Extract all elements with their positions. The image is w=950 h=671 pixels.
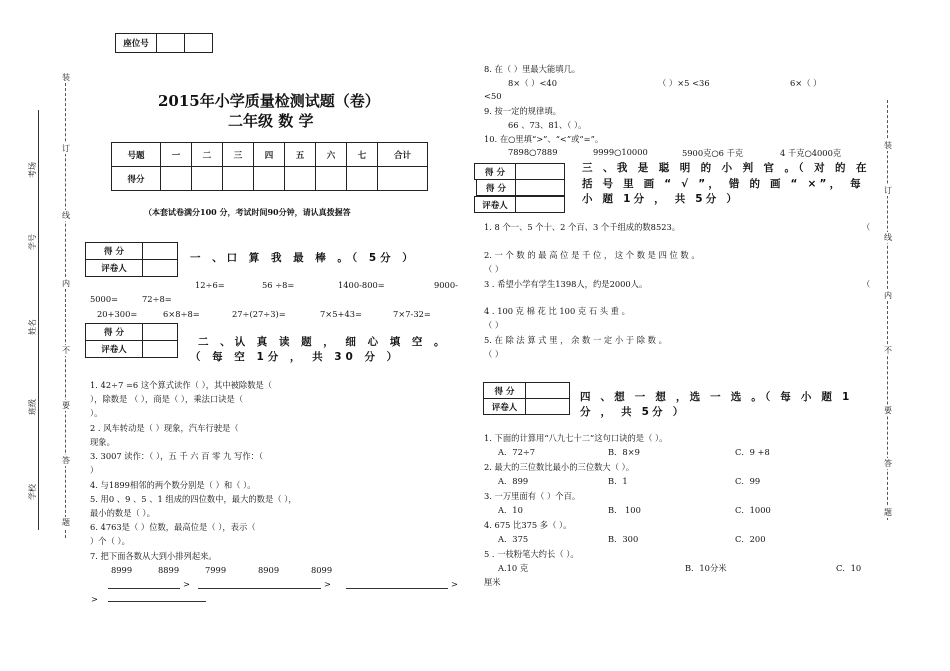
calc-item: 1400-800= [338,280,385,290]
fill-question: 4. 与1899相邻的两个数分别是（ ）和（ ）。 [90,480,256,490]
judge-paren[interactable]: （ ） [484,349,504,359]
fill-question: （ ）×5 <36 [658,78,710,88]
score-table-cell[interactable] [284,166,316,191]
section4-heading: 四 、想 一 想 ，选 一 选 。（ 每 小 题 1 [580,391,853,403]
choice-option[interactable]: C．10 [836,563,862,573]
section2-heading-sub: （ 每 空 1分 ， 共 30 分 ） [190,351,402,363]
gt-sign: > [183,579,190,589]
exam-subtitle: 二年级 数 学 [228,112,314,130]
section3-heading: 三 、我 是 聪 明 的 小 判 官 。（ 对 的 在 [582,162,870,174]
left-field-line [38,110,39,530]
exam-title: 2015年小学质量检测试题（卷） [158,92,380,110]
grader-box-cell[interactable] [142,259,178,277]
score-box-cell[interactable] [525,382,570,399]
calc-item: 27÷(27÷3)= [232,309,286,319]
score-table-header: 五 [284,142,316,167]
score-box-label: 得 分 [476,179,516,196]
score-table-header: 七 [346,142,378,167]
choice-option[interactable]: A．899 [498,476,529,486]
binding-char: 内 [884,291,892,300]
fill-question: 9999○10000 [593,147,648,157]
fill-question: 2 . 风车转动是（ ）现象，汽车行驶是（ [90,423,239,433]
fill-question: ）个（ ）。 [90,536,130,546]
gt-sign: > [324,579,331,589]
choice-question: 2. 最大的三位数比最小的三位数大（ ）。 [484,462,635,472]
judge-paren[interactable]: （ ） [484,264,504,274]
choice-question: 4. 675 比375 多（ ）。 [484,520,572,530]
judge-question: 5. 在 除 法 算 式 里 ， 余 数 一 定 小 于 除 数 。 [484,335,667,345]
answer-blank[interactable] [346,588,448,589]
score-table-cell[interactable] [315,166,347,191]
binding-char: 题 [62,518,70,527]
fill-question: 8. 在（ ）里最大能填几。 [484,64,581,74]
judge-question: 4 . 100 克 棉 花 比 100 克 石 头 重 。 [484,306,630,316]
choice-option[interactable]: C．200 [735,534,766,544]
choice-option[interactable]: B．1 [608,476,628,486]
calc-item: 12÷6= [195,280,225,290]
choice-option[interactable]: A．10 [498,505,523,515]
score-table-row-label: 得分 [111,166,161,191]
binding-char: 要 [884,406,892,415]
calc-item: 7×5+43= [320,309,362,319]
calc-item: 6×8÷8= [163,309,200,319]
order-number: 8909 [258,565,280,575]
score-box-cell[interactable] [515,163,565,180]
binding-char: 内 [62,279,70,288]
score-box-cell[interactable] [515,179,565,196]
answer-blank[interactable] [108,601,206,602]
answer-blank[interactable] [198,588,321,589]
binding-char: 不 [884,346,892,355]
choice-option[interactable]: B．300 [608,534,639,544]
grader-box-label: 评卷人 [474,196,516,213]
choice-option[interactable]: A.10 克 [498,563,529,573]
choice-option[interactable]: C．99 [735,476,761,486]
judge-paren[interactable]: （ [862,279,871,289]
calc-item: 20+300= [97,309,138,319]
score-box-label: 得 分 [85,323,143,341]
binding-char: 订 [62,144,70,153]
choice-option[interactable]: B．10分米 [685,563,727,573]
answer-blank[interactable] [108,588,180,589]
fill-question: ） [90,465,99,475]
grader-box-label: 评卷人 [85,340,143,358]
grader-box-label: 评卷人 [483,398,526,415]
student-field-label: 姓名 [28,319,37,335]
seat-cell[interactable] [184,33,213,53]
score-table-header: 合计 [377,142,428,167]
grader-box-cell[interactable] [142,340,178,358]
score-box-label: 得 分 [85,242,143,260]
order-number: 8099 [311,565,333,575]
order-number: 8899 [158,565,180,575]
student-field-label: 学号 [28,234,37,250]
fill-question: 8×（ ）<40 [508,78,557,88]
fill-question: 5900克○6 千克 [682,148,744,158]
choice-question: 1. 下面的计算用“八九七十二”这句口诀的是（ ）。 [484,433,668,443]
judge-question: 2. 一 个 数 的 最 高 位 是 千 位 ， 这 个 数 是 四 位 数 。 [484,250,700,260]
gt-sign: > [451,579,458,589]
calc-item: 72÷8= [142,294,172,304]
choice-option[interactable]: A．375 [498,534,529,544]
grader-box-cell[interactable] [525,398,570,415]
order-number: 8999 [111,565,133,575]
binding-char: 不 [62,346,70,355]
score-box-label: 得 分 [483,382,526,399]
binding-char: 装 [62,73,70,82]
section4-heading-2: 分 ， 共 5分 ） [580,406,687,418]
fill-question: 6. 4763是（ ）位数，最高位是（ ），表示（ [90,522,256,532]
binding-char: 要 [62,401,70,410]
right-binding-line [887,100,888,520]
seat-label: 座位号 [115,33,157,53]
section3-heading-3: 小 题 1分 ， 共 5分 ） [582,193,741,205]
score-table-header: 一 [160,142,192,167]
score-table-cell[interactable] [222,166,254,191]
choice-option-tail: 厘米 [484,577,501,587]
section1-heading: 一 、口 算 我 最 棒 。（ 5分 ） [190,252,417,264]
calc-item: 56 ÷8= [262,280,295,290]
binding-char: 线 [62,211,70,220]
score-table-cell[interactable] [346,166,378,191]
calc-item: 9000- [434,280,458,290]
exam-note: （本套试卷满分100 分，考试时间90分钟，请认真拨握答 [144,207,351,217]
judge-question: 3 . 希望小学有学生1398人，约是2000人。 [484,279,648,289]
student-field-label: 学校 [28,484,37,500]
fill-question: 4 千克○4000克 [780,148,842,158]
binding-char: 答 [62,456,70,465]
fill-question: ）。 [90,408,103,418]
student-field-label: 考场 [28,162,37,178]
binding-char: 装 [884,141,892,150]
score-table-header: 号题 [111,142,161,167]
fill-question: 9. 按一定的规律填。 [484,106,561,116]
fill-question: <50 [484,91,502,101]
fill-question: 3. 3007 读作：（ ），五 千 六 百 零 九 写作：（ [90,451,264,461]
fill-question: 6×（ ） [790,78,822,88]
fill-question: 66 、73、81、（ ）。 [508,120,587,130]
choice-option[interactable]: C．9 +8 [735,447,770,457]
choice-option[interactable]: B． 100 [608,505,641,515]
score-table-header: 二 [191,142,223,167]
score-table-cell[interactable] [191,166,223,191]
score-table-cell[interactable] [253,166,285,191]
fill-question: 7. 把下面各数从大到小排列起来。 [90,551,217,561]
fill-question: 现象。 [90,437,115,447]
choice-option[interactable]: A．72÷7 [498,447,536,457]
section3-heading-2: 括 号 里 画 “ √ ”， 错 的 画 “ ×”， 每 [582,178,864,190]
choice-option[interactable]: C．1000 [735,505,771,515]
fill-question: 10. 在○里填“>”、“<”或“=”。 [484,134,604,144]
judge-question: 1. 8 个一、5 个十、2 个百、3 个千组成的数8523。 [484,222,681,232]
binding-char: 答 [884,459,892,468]
score-table-header: 六 [315,142,347,167]
section2-heading: 二 、认 真 读 题 ， 细 心 填 空 。 [198,336,449,348]
score-table-cell[interactable] [160,166,192,191]
binding-char: 线 [884,233,892,242]
choice-question: 3. 一万里面有（ ）个百。 [484,491,581,501]
score-table-header: 三 [222,142,254,167]
student-field-label: 班级 [28,399,37,415]
gt-sign: > [91,594,98,604]
fill-question: 最小的数是（ ）。 [90,508,155,518]
calc-item: 7×7-32= [393,309,431,319]
fill-question: 1. 42÷7 =6 这个算式读作（ ），其中被除数是（ [90,380,273,390]
grader-box-label: 评卷人 [85,259,143,277]
fill-question: ），除数是 （ ），商是（ ），乘法口诀是（ [90,394,244,404]
binding-char: 订 [884,186,892,195]
judge-paren[interactable]: （ [862,222,871,232]
score-box-cell[interactable] [142,323,178,341]
score-table-cell[interactable] [377,166,428,191]
order-number: 7999 [205,565,227,575]
score-box-label: 得 分 [474,163,516,180]
calc-item: 5000= [90,294,119,304]
choice-option[interactable]: B．8×9 [608,447,640,457]
score-table-header: 四 [253,142,285,167]
judge-paren[interactable]: （ ） [484,320,504,330]
grader-box-cell[interactable] [515,196,565,213]
seat-cell[interactable] [156,33,185,53]
binding-char: 题 [884,508,892,517]
choice-question: 5 . 一枝粉笔大约长（ ）。 [484,549,579,559]
fill-question: 7898○7889 [508,147,558,157]
score-box-cell[interactable] [142,242,178,260]
fill-question: 5. 用0 、9 、5 、1 组成的四位数中，最大的数是（ ）， [90,494,297,504]
